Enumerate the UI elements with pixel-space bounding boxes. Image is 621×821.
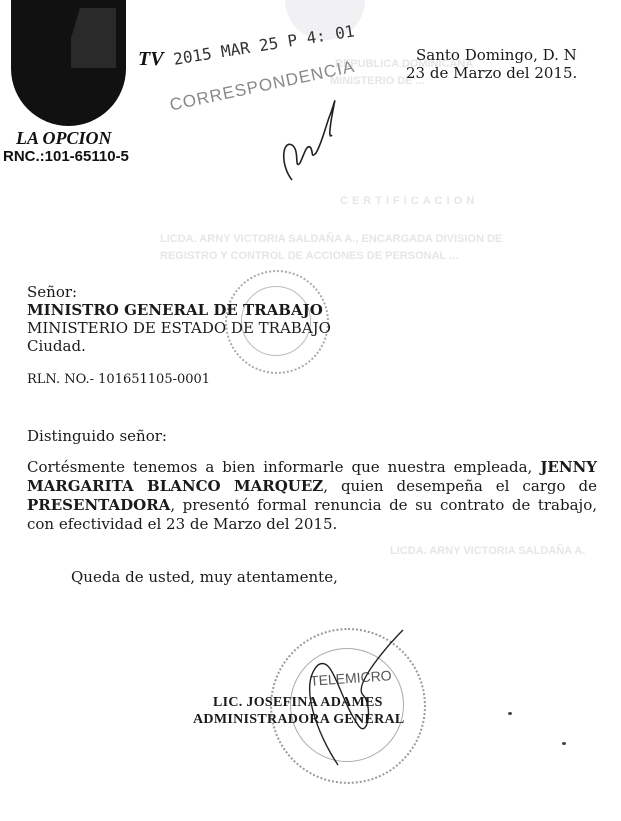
bleed-through-text: REPUBLICA DOMINICANA [335,58,474,70]
closing: Queda de usted, muy atentamente, [71,568,338,586]
bleed-through-text: MINISTERIO DE ... [330,75,425,87]
bleed-through-text: LICDA. ARNY VICTORIA SALDAÑA A., ENCARGADA DIVISION DE [160,233,503,245]
bleed-through-text: LICDA. ARNY VICTORIA SALDAÑA A. [390,545,586,557]
bleed-through-text: CERTIFICACION [340,195,479,207]
letter-place: Santo Domingo, D. N [416,46,577,64]
bleed-through-text: REGISTRO Y CONTROL DE ACCIONES DE PERSONAL ... [160,250,459,262]
scan-speck [508,712,512,715]
body-intro: Cortésmente tenemos a bien informarle que nuestra empleada, [27,458,541,476]
signer-name: LIC. JOSEFINA ADAMES [213,695,383,710]
received-stamp-label: CORRESPONDENCIA [168,56,357,115]
reference-number: RLN. NO.- 101651105-0001 [27,372,211,387]
addressee-title: MINISTRO GENERAL DE TRABAJO [27,301,323,319]
body-paragraph [27,458,597,534]
employee-position: PRESENTADORA [27,496,171,514]
brand-suffix: TV [138,48,164,70]
employee-name: JENNY MARGARITA BLANCO MARQUEZ [27,458,597,495]
addressee-organization: MINISTERIO DE ESTADO DE TRABAJO [27,319,331,337]
company-rnc: RNC.:101-65110-5 [3,148,129,165]
greeting: Distinguido señor: [27,427,167,445]
body-mid: , quien desempeña el cargo de [323,477,597,495]
body-outro: , presentó formal renuncia de su contrato de trabajo, con efectividad el 23 de Marzo del 2015. [27,496,597,533]
company-seal-text: TELEMICRO [309,667,393,689]
shield-logo-icon [11,0,126,126]
company-name: LA OPCION [16,128,112,148]
letter-date: 23 de Marzo del 2015. [406,64,578,82]
scan-speck [562,742,566,745]
addressee-salutation: Señor: [27,283,78,301]
signer-title: ADMINISTRADORA GENERAL [193,712,405,727]
received-stamp-datetime: 2015 MAR 25 P 4: 01 [172,21,356,69]
addressee-city: Ciudad. [27,337,86,355]
receiver-signature-icon [270,85,350,185]
